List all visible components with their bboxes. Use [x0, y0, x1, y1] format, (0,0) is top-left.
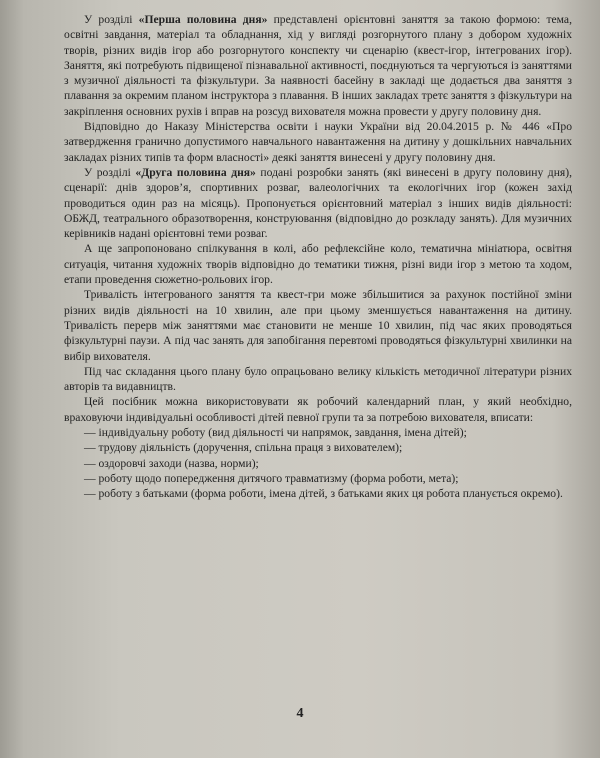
list-item: — трудову діяльність (доручення, спільна праця з вихователем);	[84, 441, 403, 455]
paragraph	[64, 165, 572, 241]
paragraph	[64, 394, 572, 425]
text-run: подані розробки занять (які винесені в другу половину дня), сценарії: днів здоров’я, спортивних розваг, валеологічних та екологічних ігор (кожен захід проводиться один раз на місяць). Пропонується орієнтовний матеріал з інших видів діяльності: ОБЖД, театрального образотворення, конструювання (відповідно до розкладу занять). Для музичних керівників надані орієнтовні теми розваг.	[64, 165, 573, 241]
text-run: Тривалість інтегрованого заняття та квест-гри може збільшитися за рахунок постійної зміни різних видів діяльності на 10 хвилин, але при цьому зменшується навантаження на дитину. Тривалість перерв між заняттями має становити не менше 10 хвилин, під час яких проводяться фізкультурні паузи. А під час занять для запобігання перевтомі проводяться фізкультурні хвилинки на вибір вихователя.	[64, 288, 572, 363]
body-text	[64, 12, 572, 502]
paragraph	[64, 364, 572, 395]
text-run: Відповідно до Наказу Міністерства освіти і науки України від 20.04.2015 р. № 446 «Про затвердження гранично допустимого навчального навантаження на дитину у дошкільних навчальних закладах різних типів та форм власності» деякі заняття винесені у другу половину дня.	[64, 120, 572, 164]
list-item: — оздоровчі заходи (назва, норми);	[84, 456, 259, 470]
paragraph	[64, 287, 572, 363]
section-title: «Друга половина дня»	[135, 165, 256, 179]
paragraph	[64, 12, 572, 119]
page-number: 4	[296, 706, 304, 721]
text-run: У розділі	[84, 13, 139, 26]
text-run: Цей посібник можна використовувати як робочий календарний план, у який необхідно, враховуючи індивідуальні особливості дітей певної групи та за потребою вихователя, вписати:	[64, 395, 572, 424]
list-item: — індивідуальну роботу (вид діяльності чи напрямок, завдання, імена дітей);	[84, 426, 467, 440]
list-item: — роботу з батьками (форма роботи, імена дітей, з батьками яких ця робота планується окремо).	[84, 487, 563, 501]
text-run: А ще запропоновано спілкування в колі, або рефлексійне коло, тематична мініатюра, освітня ситуація, читання художніх творів відповідно до тематики тижня, різні види ігор з метою та ходом, етапи проведення сюжетно-рольових ігор.	[64, 242, 572, 287]
paragraph	[64, 119, 572, 165]
section-title: «Перша половина дня»	[138, 13, 268, 26]
list-item: — роботу щодо попередження дитячого травматизму (форма роботи, мета);	[84, 471, 459, 485]
text-run: У розділі	[84, 165, 136, 179]
text-run: Під час складання цього плану було опрацьовано велику кількість методичної літератури різних авторів та видавництв.	[64, 364, 572, 394]
paragraph	[64, 241, 572, 287]
text-run: представлені орієнтовні заняття за такою формою: тема, освітні завдання, матеріал та обладнання, хід у вигляді розгорнутого плану з добором художніх творів, різних видів ігор або розгорнутого конспекту чи сценарію (квест-ігор, інтегрованих ігор). Заняття, які потребують підвищеної пізнавальної активності, поєднуються та чергуються із заняттями з музичної діяльності та фізкультури. За наявності басейну в закладі ще додається два заняття з плавання за окремим планом інструктора з плавання. В інших закладах третє заняття з фізкультури на закріплення основних рухів і вправ на розсуд вихователя можна провести у другу половину дня.	[64, 13, 572, 118]
